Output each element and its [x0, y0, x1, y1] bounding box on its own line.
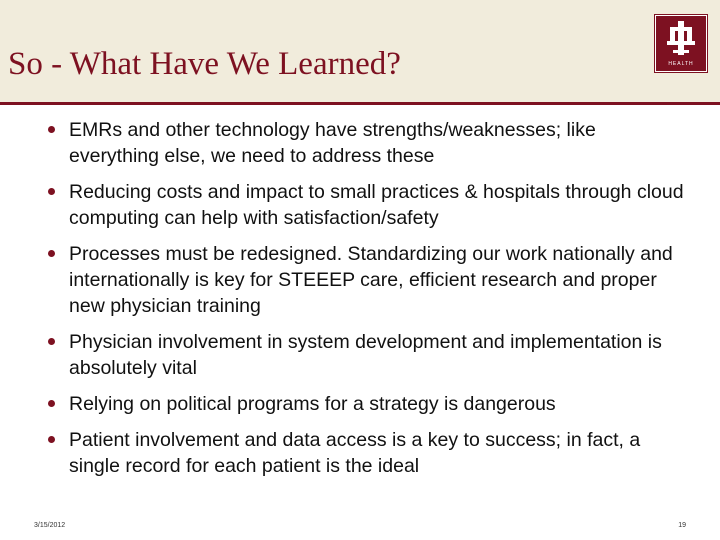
bullet-text: EMRs and other technology have strengths/weaknesses; like everything else, we need to address these	[69, 119, 596, 167]
bullet-text: Relying on political programs for a strategy is dangerous	[69, 393, 556, 415]
bullet-item	[48, 241, 688, 319]
bullet-dot-icon	[48, 250, 55, 257]
bullet-text: Physician involvement in system development and implementation is absolutely vital	[69, 331, 662, 379]
bullet-text: Patient involvement and data access is a key to success; in fact, a single record for each patient is the ideal	[69, 429, 641, 477]
bullet-dot-icon	[48, 126, 55, 133]
bullet-item	[48, 117, 688, 169]
bullet-item	[48, 329, 688, 381]
title-divider	[0, 102, 720, 105]
bullet-text: Processes must be redesigned. Standardizing our work nationally and internationally is key for STEEEP care, efficient research and proper new physician training	[69, 243, 673, 317]
bullet-dot-icon	[48, 188, 55, 195]
trident-logo-icon	[655, 15, 707, 72]
bullet-dot-icon	[48, 436, 55, 443]
bullet-item	[48, 427, 688, 479]
bullet-list	[48, 117, 688, 479]
bullet-item	[48, 391, 688, 417]
page-number: 19	[678, 522, 686, 529]
bullet-text: Reducing costs and impact to small practices & hospitals through cloud computing can help with satisfaction/safety	[69, 181, 684, 229]
bullet-dot-icon	[48, 400, 55, 407]
trident-icon	[665, 21, 697, 55]
footer-date: 3/15/2012	[34, 522, 66, 529]
logo-text: HEALTH	[668, 61, 694, 67]
bullet-item	[48, 179, 688, 231]
slide-title: So - What Have We Learned?	[8, 46, 401, 82]
bullet-dot-icon	[48, 338, 55, 345]
